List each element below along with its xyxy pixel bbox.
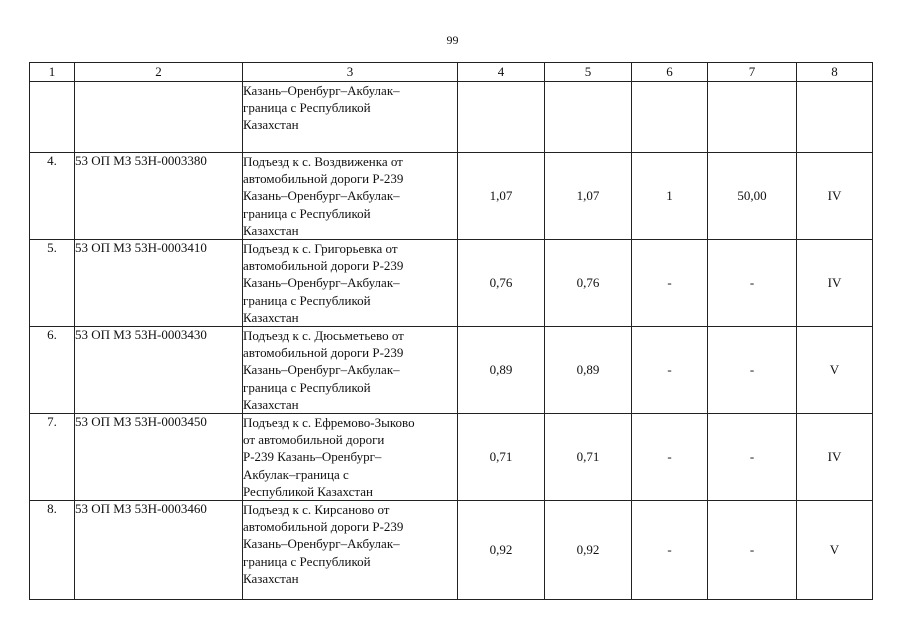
row-number: 4. [30, 153, 75, 240]
header-row [30, 63, 873, 82]
row-number: 5. [30, 240, 75, 327]
road-code: 53 ОП МЗ 53Н-0003460 [75, 501, 243, 600]
table-row [30, 414, 873, 501]
road-code: 53 ОП МЗ 53Н-0003430 [75, 327, 243, 414]
road-name-line: граница с Республикой [243, 379, 371, 395]
roads-table [29, 62, 873, 600]
table-row [30, 327, 873, 414]
road-name-line: Подъезд к с. Ефремово-Зыково [243, 415, 415, 431]
road-name-line: Казань–Оренбург–Акбулак– [243, 536, 400, 552]
road-name-line: Р-239 Казань–Оренбург– [243, 449, 382, 465]
road-name [243, 414, 458, 501]
cell-col-4: 0,89 [458, 327, 545, 414]
cell-col-7: - [708, 414, 797, 501]
road-name-line: Казань–Оренбург–Акбулак– [243, 362, 400, 378]
cell-col-5: 0,89 [545, 327, 632, 414]
road-name-line: Подъезд к с. Григорьевка от [243, 241, 398, 257]
header-col-3: 3 [243, 63, 458, 82]
table-row [30, 153, 873, 240]
header-col-7: 7 [708, 63, 797, 82]
row-number: 6. [30, 327, 75, 414]
row-number: 7. [30, 414, 75, 501]
cell-col-6: - [632, 414, 708, 501]
header-col-4: 4 [458, 63, 545, 82]
road-name-line: от автомобильной дороги [243, 432, 385, 448]
cell-col-6: - [632, 240, 708, 327]
road-code: 53 ОП МЗ 53Н-0003450 [75, 414, 243, 501]
page-number: 99 [446, 33, 459, 47]
cell-col-5: 0,71 [545, 414, 632, 501]
cell-col-7: 50,00 [708, 153, 797, 240]
road-name [243, 153, 458, 240]
row-number: 8. [30, 501, 75, 600]
road-name-line: Казахстан [243, 570, 299, 586]
cell-empty [75, 82, 243, 153]
road-name-line: Подъезд к с. Кирсаново от [243, 502, 390, 518]
road-name-line: Казахстан [243, 309, 299, 325]
continuation-row [30, 82, 873, 153]
table-row [30, 240, 873, 327]
road-name [243, 82, 458, 153]
header-col-1: 1 [30, 63, 75, 82]
road-name [243, 327, 458, 414]
cell-empty [545, 82, 632, 153]
cell-empty [632, 82, 708, 153]
road-name-line: Казань–Оренбург–Акбулак– [243, 188, 400, 204]
cell-col-7: - [708, 327, 797, 414]
road-name-line: автомобильной дороги Р-239 [243, 519, 404, 535]
road-name-line: граница с Республикой [243, 553, 371, 569]
cell-col-8: IV [797, 240, 873, 327]
road-name-line: Республикой Казахстан [243, 483, 373, 499]
cell-col-4: 0,76 [458, 240, 545, 327]
road-name-line: автомобильной дороги Р-239 [243, 258, 404, 274]
road-name-line: Казань–Оренбург–Акбулак– [243, 275, 400, 291]
road-name-line: Казахстан [243, 117, 299, 133]
cell-empty [458, 82, 545, 153]
cell-col-7: - [708, 240, 797, 327]
header-col-8: 8 [797, 63, 873, 82]
road-code: 53 ОП МЗ 53Н-0003410 [75, 240, 243, 327]
road-name-line: граница с Республикой [243, 292, 371, 308]
cell-empty [30, 82, 75, 153]
cell-col-5: 0,92 [545, 501, 632, 600]
cell-col-4: 1,07 [458, 153, 545, 240]
cell-col-7: - [708, 501, 797, 600]
cell-col-4: 0,92 [458, 501, 545, 600]
cell-col-8: V [797, 501, 873, 600]
header-col-2: 2 [75, 63, 243, 82]
cell-col-8: IV [797, 153, 873, 240]
cell-col-5: 0,76 [545, 240, 632, 327]
road-name-line: Подъезд к с. Воздвиженка от [243, 154, 403, 169]
cell-col-4: 0,71 [458, 414, 545, 501]
road-name-line: Казань–Оренбург–Акбулак– [243, 83, 400, 98]
road-code: 53 ОП МЗ 53Н-0003380 [75, 153, 243, 240]
road-name-line: граница с Республикой [243, 205, 371, 221]
cell-col-6: - [632, 501, 708, 600]
road-name-line: Казахстан [243, 396, 299, 412]
cell-col-8: IV [797, 414, 873, 501]
road-name [243, 240, 458, 327]
road-name-line: Подъезд к с. Дюсьметьево от [243, 328, 404, 344]
road-name-line: Казахстан [243, 222, 299, 238]
road-name-line: Акбулак–граница с [243, 466, 349, 482]
cell-col-6: 1 [632, 153, 708, 240]
cell-col-8: V [797, 327, 873, 414]
cell-col-5: 1,07 [545, 153, 632, 240]
cell-empty [708, 82, 797, 153]
road-name-line: автомобильной дороги Р-239 [243, 171, 404, 187]
header-col-5: 5 [545, 63, 632, 82]
road-name [243, 501, 458, 600]
road-name-line: граница с Республикой [243, 100, 371, 116]
cell-empty [797, 82, 873, 153]
table-row [30, 501, 873, 600]
road-name-line: автомобильной дороги Р-239 [243, 345, 404, 361]
header-col-6: 6 [632, 63, 708, 82]
cell-col-6: - [632, 327, 708, 414]
